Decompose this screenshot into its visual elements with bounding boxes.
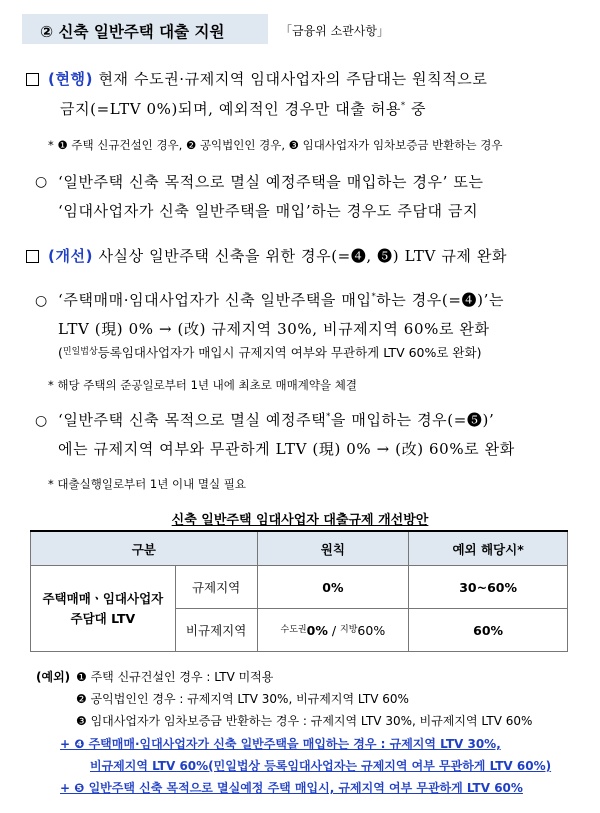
principle-a: 0% <box>306 623 328 638</box>
principle-sep: / <box>327 623 341 638</box>
b1-small: 민일법상 <box>62 347 98 357</box>
example-item-2: ❷ 공익법인인 경우 : 규제지역 LTV 30%, 비규제지역 LTV 60% <box>76 692 409 706</box>
improve-bullet-1-line-2: LTV (現) 0% → (改) 규제지역 30%, 비규제지역 60%로 완화 <box>58 320 490 338</box>
exception-cell: 60% <box>409 609 568 652</box>
header-category: 구분 <box>31 531 258 566</box>
improve-bullet-2-line-1 <box>58 409 494 430</box>
improve-bullet-1-line-1 <box>58 289 504 310</box>
principle-cell: 0% <box>257 566 409 609</box>
current-sup: * <box>401 101 406 110</box>
principle-cell <box>257 609 409 652</box>
region-cell: 규제지역 <box>175 566 257 609</box>
example-new-4-line-1: + ❹ 주택매매·임대사업자가 신축 일반주택을 매입하는 경우 : 규제지역 LTV 30%, <box>60 737 501 751</box>
circle-bullet-icon: ○ <box>35 413 48 429</box>
example-new-4-line-2: 비규제지역 LTV 60%(민일법상 등록임대사업자는 규제지역 여부 무관하게 LTV 60%) <box>90 759 552 773</box>
example-new-5: + ❺ 일반주택 신축 목적으로 멸실예정 주택 매입시, 규제지역 여부 무관하게 LTV 60% <box>60 781 523 795</box>
b1-text-3: 등록임대사업자가 매입시 규제지역 여부와 무관하게 LTV 60%로 완화) <box>97 345 482 360</box>
b2-text-a: ‘일반주택 신축 목적으로 멸실 예정주택 <box>58 411 327 429</box>
principle-b: 60% <box>357 623 386 638</box>
table-row <box>31 566 568 609</box>
current-note: * ❶ 주택 신규건설인 경우, ❷ 공익법인인 경우, ❸ 임대사업자가 임차보증금 반환하는 경우 <box>48 138 503 152</box>
current-label: (현행) <box>48 70 94 88</box>
improve-bullet-2-line-2: 에는 규제지역 여부와 무관하게 LTV (現) 0% → (改) 60%로 완화 <box>58 440 515 458</box>
principle-small-a: 수도권 <box>280 625 307 635</box>
improve-line-1 <box>48 245 507 266</box>
square-bullet-icon <box>26 250 39 263</box>
circle-bullet-icon: ○ <box>35 293 48 309</box>
row-label <box>31 566 176 652</box>
circle-bullet-icon: ○ <box>35 174 48 190</box>
current-bullet-line-1: ‘일반주택 신축 목적으로 멸실 예정주택을 매입하는 경우’ 또는 <box>58 173 484 191</box>
exception-cell: 30~60% <box>409 566 568 609</box>
b2-sup: * <box>326 412 331 421</box>
b1-sup: * <box>371 292 377 301</box>
examples-label: (예외) <box>36 670 71 684</box>
current-bullet-line-2: ‘임대사업자가 신축 일반주택을 매입’하는 경우도 주담대 금지 <box>58 202 479 220</box>
improve-note-1: * 해당 주택의 준공일로부터 1년 내에 최초로 매매계약을 체결 <box>48 378 357 392</box>
current-text-1: 현재 수도권·규제지역 임대사업자의 주담대는 원칙적으로 <box>98 70 488 88</box>
row-label-line-1: 주택매매ㆍ임대사업자 <box>42 590 164 606</box>
current-text-2: 금지(=LTV 0%)되며, 예외적인 경우만 대출 허용 <box>60 100 402 118</box>
current-text-2-end: 중 <box>405 100 427 118</box>
example-item-1: ❶ 주택 신규건설인 경우 : LTV 미적용 <box>76 670 274 684</box>
b1-text-a: ‘주택매매·임대사업자가 신축 일반주택을 매입 <box>58 291 372 309</box>
region-cell: 비규제지역 <box>175 609 257 652</box>
principle-small-b: 지방 <box>340 625 358 635</box>
current-line-2 <box>60 98 426 119</box>
improve-bullet-1-line-3: ($^{민일법상}$등록임대사업자가 매입시 규제지역 여부와 무관하게 LTV 60%로 완화) <box>58 345 482 360</box>
section-title: ② 신축 일반주택 대출 지원 <box>40 23 225 41</box>
improve-text-1: 사실상 일반주택 신축을 위한 경우(=❹, ❺) LTV 규제 완화 <box>98 247 508 265</box>
header-exception: 예외 해당시* <box>409 531 568 566</box>
improve-note-2: * 대출실행일로부터 1년 이내 멸실 필요 <box>48 477 246 491</box>
header-principle: 원칙 <box>257 531 409 566</box>
example-item-3: ❸ 임대사업자가 임차보증금 반환하는 경우 : 규제지역 LTV 30%, 비규제지역 LTV 60% <box>76 714 533 728</box>
b2-text-b: 을 매입하는 경우(=❺)’ <box>330 411 495 429</box>
b1-text-b: 하는 경우(=❹)’는 <box>376 291 505 309</box>
table-title: 신축 일반주택 임대사업자 대출규제 개선방안 <box>171 513 429 528</box>
ltv-table <box>30 530 568 652</box>
square-bullet-icon <box>26 73 39 86</box>
row-label-line-2: 주담대 LTV <box>70 610 136 626</box>
current-line-1 <box>48 68 487 89</box>
scope-label: 「금융위 소관사항」 <box>280 24 389 38</box>
table-header-row <box>31 531 568 566</box>
improve-label: (개선) <box>48 247 94 265</box>
